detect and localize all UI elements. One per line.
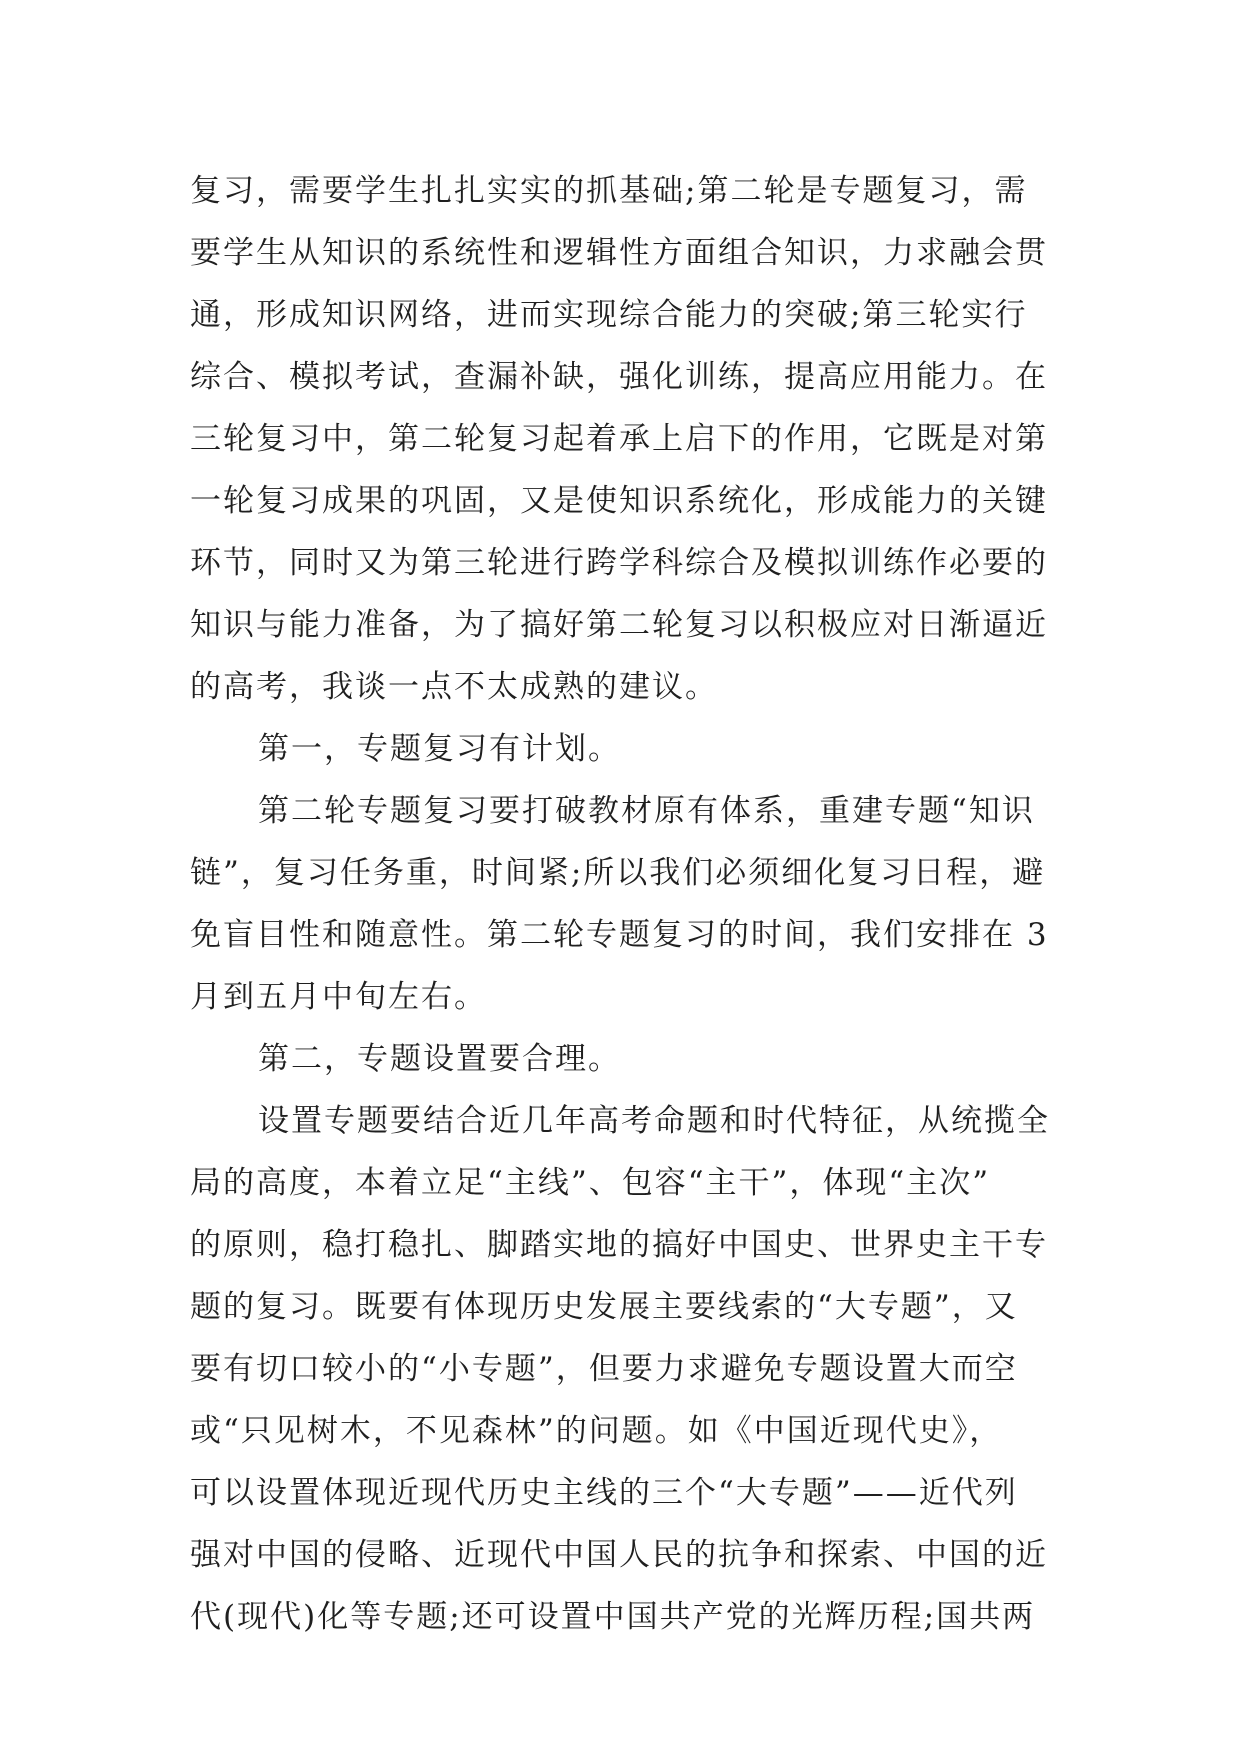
text-line: 的高考，我谈一点不太成熟的建议。	[190, 669, 718, 705]
paragraph-first-line: 第二轮专题复习要打破教材原有体系，重建专题“知识	[258, 793, 1035, 829]
text-line: 知识与能力准备，为了搞好第二轮复习以积极应对日渐逼近	[190, 607, 1048, 643]
text-line: 一轮复习成果的巩固，又是使知识系统化，形成能力的关键	[190, 483, 1048, 519]
text-line: 环节，同时又为第三轮进行跨学科综合及模拟训练作必要的	[190, 545, 1048, 581]
section-heading: 第二，专题设置要合理。	[258, 1041, 621, 1077]
text-line: 复习，需要学生扎扎实实的抓基础;第二轮是专题复习，需	[190, 173, 1028, 209]
text-line: 要有切口较小的“小专题”，但要力求避免专题设置大而空	[190, 1351, 1018, 1387]
text-line: 题的复习。既要有体现历史发展主要线索的“大专题”，又	[190, 1289, 1018, 1325]
text-line: 免盲目性和随意性。第二轮专题复习的时间，我们安排在 3	[190, 917, 1049, 953]
text-line: 强对中国的侵略、近现代中国人民的抗争和探索、中国的近	[190, 1537, 1048, 1573]
text-line: 通，形成知识网络，进而实现综合能力的突破;第三轮实行	[190, 297, 1028, 333]
text-line: 或“只见树木，不见森林”的问题。如《中国近现代史》，	[190, 1413, 1003, 1449]
text-line: 综合、模拟考试，查漏补缺，强化训练，提高应用能力。在	[190, 359, 1048, 395]
section-heading: 第一，专题复习有计划。	[258, 731, 621, 767]
text-line: 月到五月中旬左右。	[190, 979, 487, 1015]
text-line: 三轮复习中，第二轮复习起着承上启下的作用，它既是对第	[190, 421, 1048, 457]
text-line: 局的高度，本着立足“主线”、包容“主干”，体现“主次”	[190, 1165, 991, 1201]
document-body	[190, 160, 1050, 1648]
text-line: 可以设置体现近现代历史主线的三个“大专题”——近代列	[190, 1475, 1018, 1511]
paragraph-first-line: 设置专题要结合近几年高考命题和时代特征，从统揽全	[258, 1103, 1050, 1139]
text-line: 代(现代)化等专题;还可设置中国共产党的光辉历程;国共两	[190, 1599, 1036, 1635]
text-line: 要学生从知识的系统性和逻辑性方面组合知识，力求融会贯	[190, 235, 1048, 271]
text-line: 的原则，稳打稳扎、脚踏实地的搞好中国史、世界史主干专	[190, 1227, 1048, 1263]
text-line: 链”，复习任务重，时间紧;所以我们必须细化复习日程，避	[190, 855, 1046, 891]
